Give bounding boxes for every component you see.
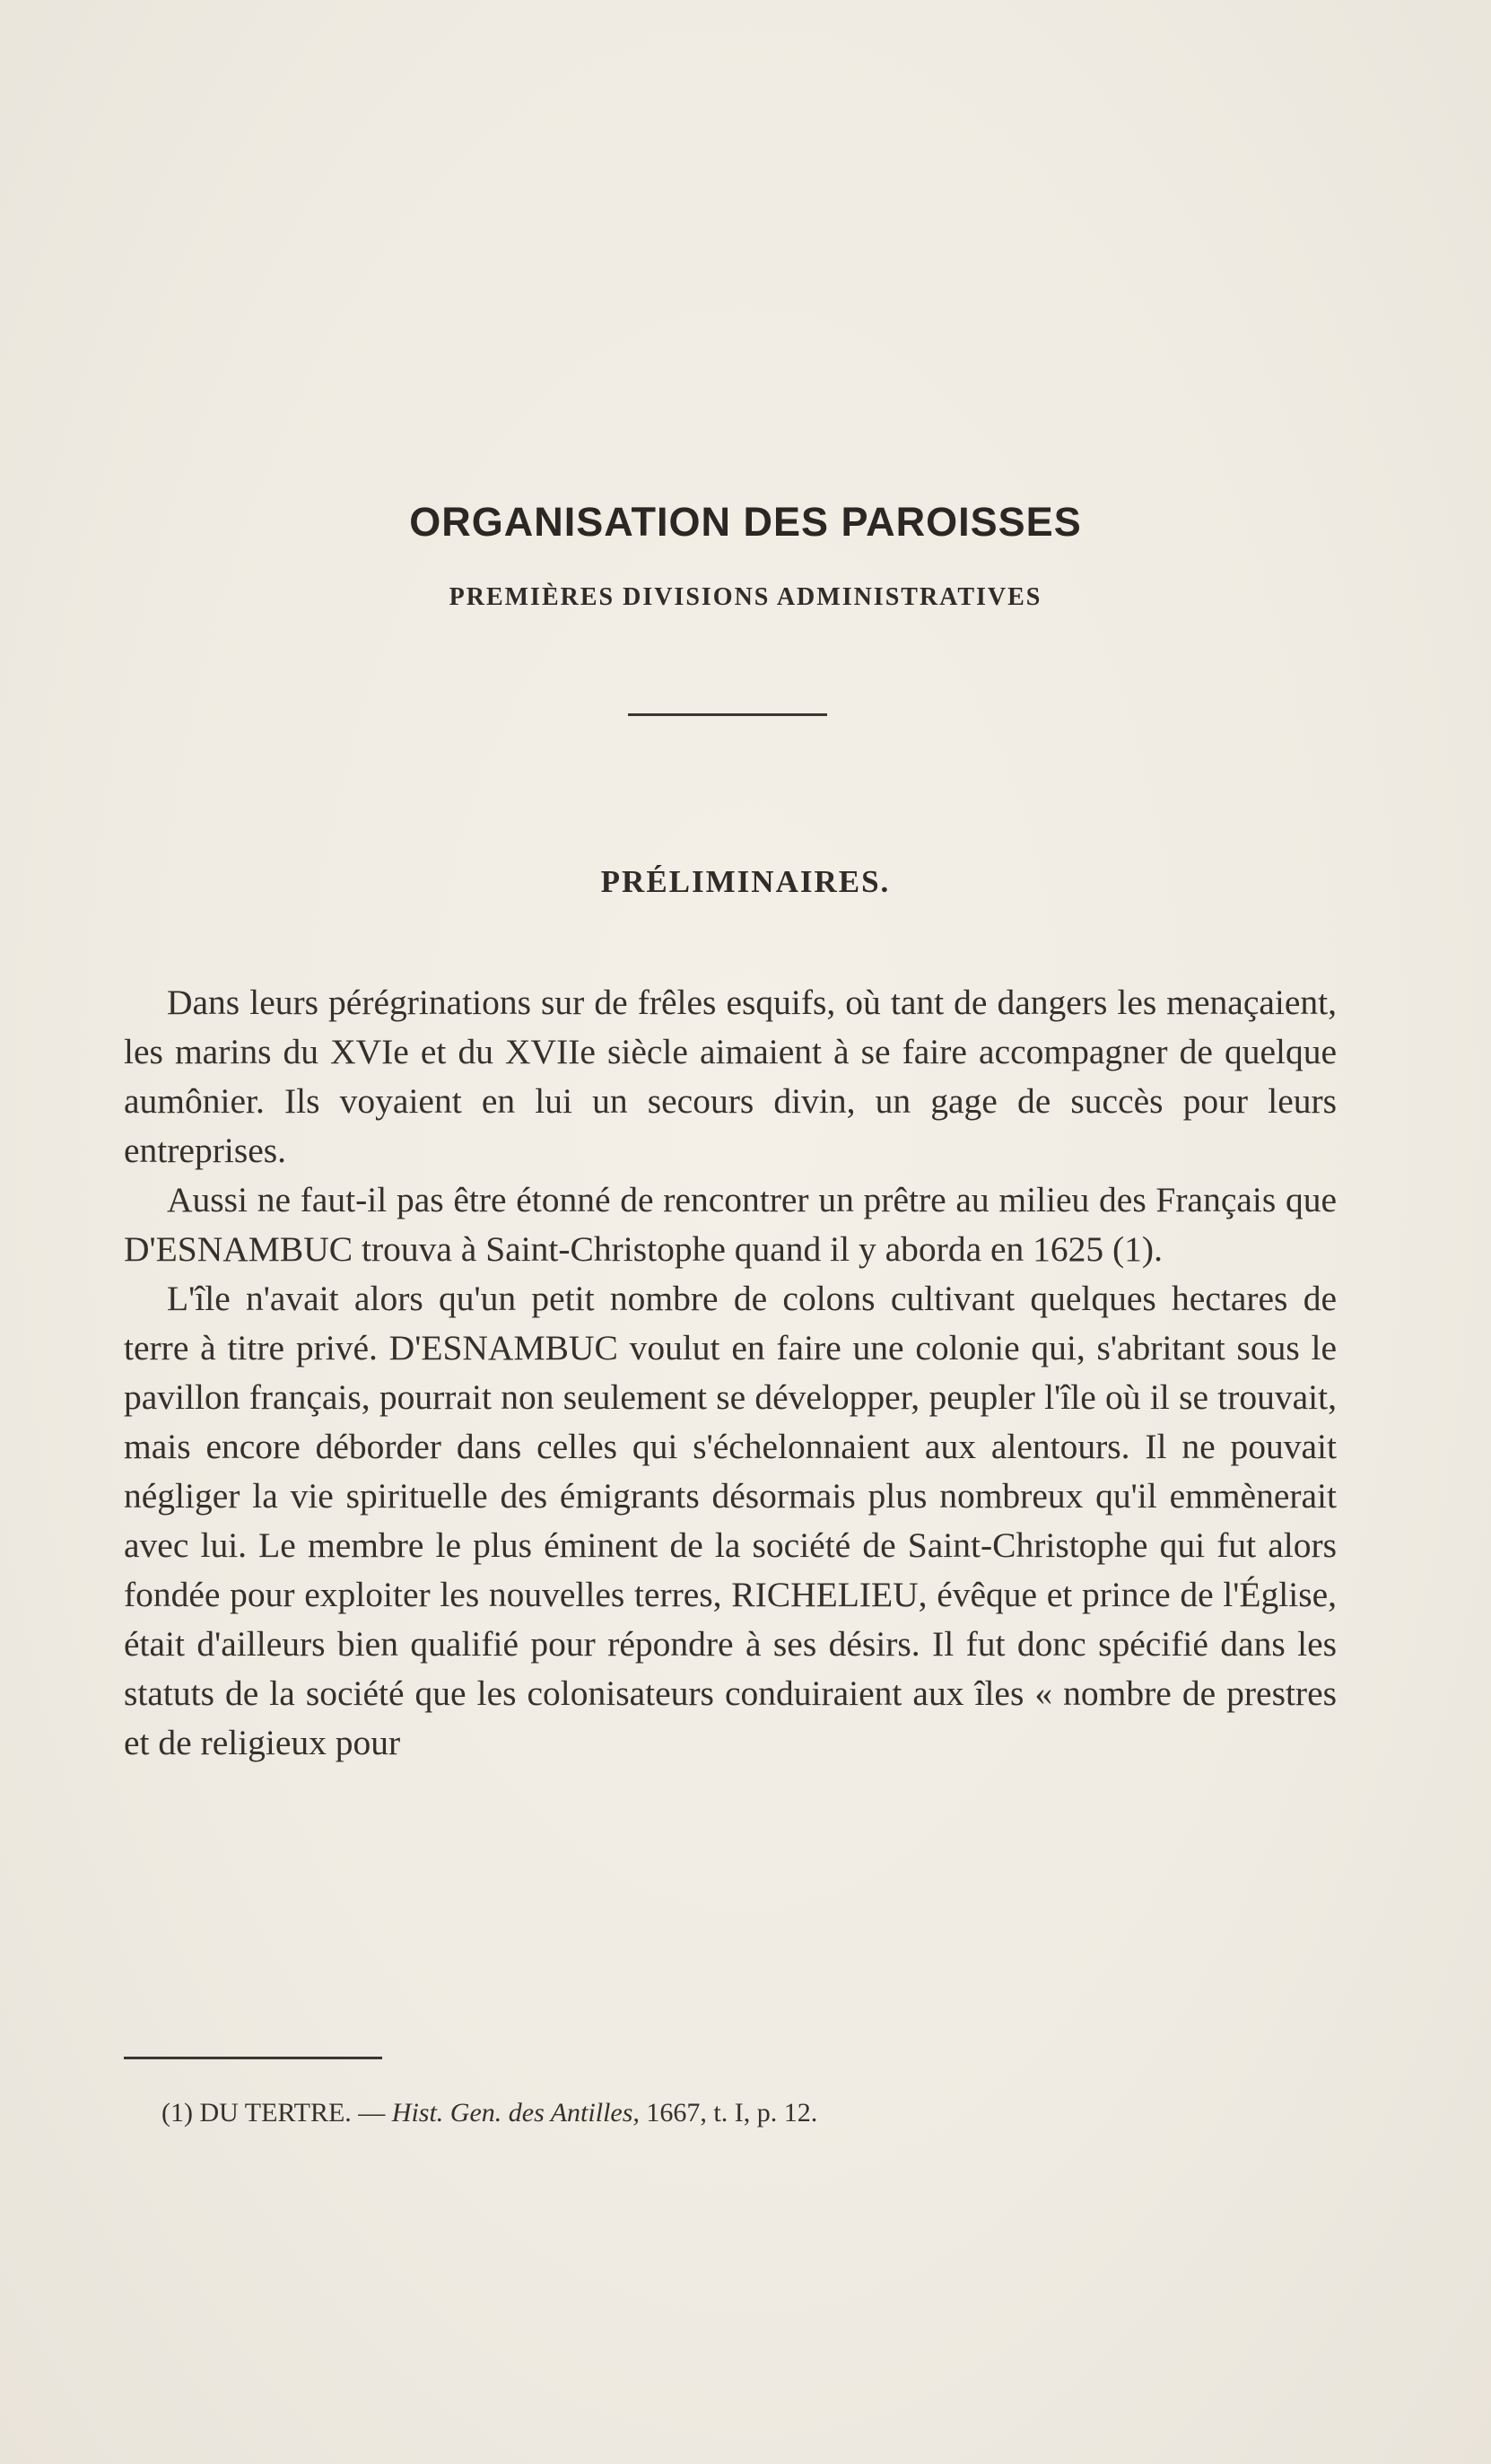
footnote	[161, 2098, 1328, 2128]
footnote-work: Hist. Gen. des Antilles,	[391, 2098, 640, 2128]
paragraph: Dans leurs pérégrinations sur de frêles esquifs, où tant de dangers les menaçaient, les marins du XVIe et du XVIIe siècle aimaient à se faire accompagner de quelque aumônier. Ils voyaient en lui un secours divin, un gage de succès pour leurs entreprises.	[124, 983, 1337, 1170]
paragraph: Aussi ne faut-il pas être étonné de rencontrer un prêtre au milieu des Français que D'ESNAMBUC trouva à Saint-Christophe quand il y aborda en 1625 (1).	[124, 1180, 1337, 1269]
footnote-separator: —	[358, 2098, 386, 2128]
paragraph: L'île n'avait alors qu'un petit nombre de colons cultivant quelques hectares de terre à titre privé. D'ESNAMBUC voulut en faire une colonie qui, s'abritant sous le pavillon français, pourrait non seulement se développer, peupler l'île où il se trouvait, mais encore déborder dans celles qui s'échelonnaient aux alentours. Il ne pouvait négliger la vie spirituelle des émigrants désormais plus nombreux qu'il emmènerait avec lui. Le membre le plus éminent de la société de Saint-Christophe qui fut alors fondée pour exploiter les nouvelles terres, RICHELIEU, évêque et prince de l'Église, était d'ailleurs bien qualifié pour répondre à ses désirs. Il fut donc spécifié dans les statuts de la société que les colonisateurs conduiraient aux îles « nombre de prestres et de religieux pour	[124, 1279, 1337, 1762]
footnote-author: DU TERTRE.	[199, 2098, 352, 2128]
section-heading: PRÉLIMINAIRES.	[600, 864, 891, 899]
footnote-marker: (1)	[161, 2098, 193, 2128]
body-text	[124, 978, 1337, 1768]
footnote-ref: 1667, t. I, p. 12.	[646, 2098, 818, 2128]
page-title: ORGANISATION DES PAROISSES	[409, 499, 1082, 545]
page-subtitle: PREMIÈRES DIVISIONS ADMINISTRATIVES	[449, 583, 1042, 611]
footnote-divider	[124, 2057, 382, 2059]
title-divider	[628, 713, 827, 716]
